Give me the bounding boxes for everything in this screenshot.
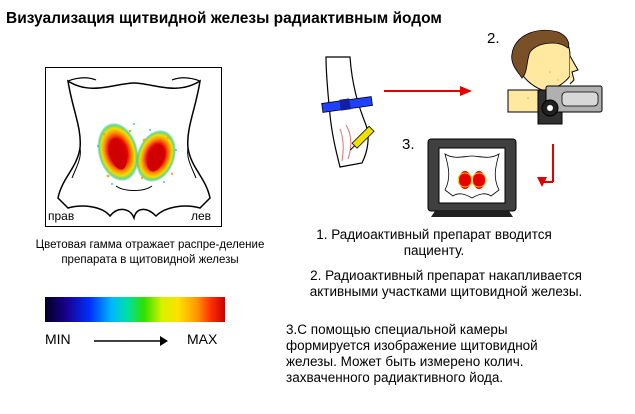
step-marker-2: 2. <box>487 30 500 47</box>
step-1-text: 1. Радиоактивный препарат вводится пациенту. <box>316 227 552 258</box>
arrow-right-icon <box>384 83 474 99</box>
scale-max-label: MAX <box>187 331 218 347</box>
label-left-side: лев <box>191 209 212 223</box>
step-2-text: 2. Радиоактивный препарат накапливается активными участками щитовидной железы. <box>309 268 583 299</box>
monitor-illustration <box>427 138 517 218</box>
step-3-text: 3.С помощью специальной камеры формируется изображение щитовидной железы. Может быть измерено колич. захваченного радиактивного йода. <box>286 322 538 385</box>
scale-arrow-icon <box>94 334 168 348</box>
arrow-down-icon <box>533 144 559 190</box>
right-lobe <box>91 118 145 186</box>
patient-camera-illustration <box>498 28 610 130</box>
scale-min-label: MIN <box>45 331 71 347</box>
label-right-side: прав <box>48 209 75 223</box>
arm-injection-illustration <box>318 55 388 170</box>
color-scale-bar <box>45 297 225 322</box>
color-scale-caption: Цветовая гамма отражает распре-деление препарата в щитовидной железы <box>35 239 265 266</box>
left-lobe <box>129 124 183 188</box>
thyroid-scan-image <box>45 67 222 227</box>
step-marker-3: 3. <box>402 136 415 153</box>
page-title: Визуализация щитвидной железы радиактивным йодом <box>6 10 442 27</box>
